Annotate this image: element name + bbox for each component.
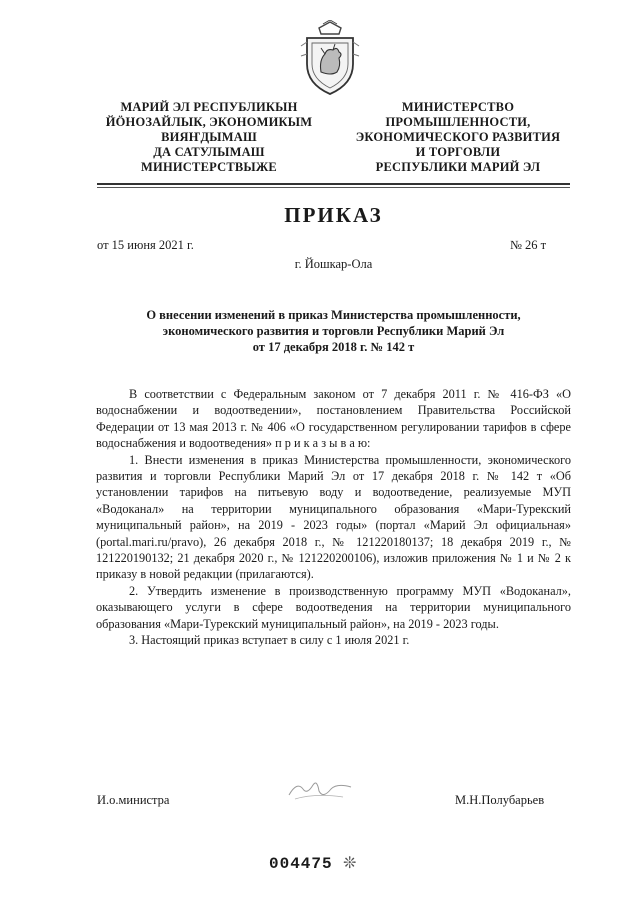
header-right-line: ПРОМЫШЛЕННОСТИ,	[385, 115, 531, 129]
signatory-position: И.о.министра	[97, 793, 170, 807]
document-type-title: ПРИКАЗ	[284, 203, 383, 227]
header-left-line: МИНИСТЕРСТВЫЖЕ	[141, 160, 277, 174]
subject-line: от 17 декабря 2018 г. № 142 т	[252, 340, 415, 354]
header-left-line: ДА САТУЛЫМАШ	[153, 145, 265, 159]
header-divider-thin	[97, 187, 570, 188]
serial-ornament: ❊	[343, 855, 357, 872]
header-left-line: МАРИЙ ЭЛ РЕСПУБЛИКЫН	[120, 100, 298, 114]
document-number: № 26 т	[510, 238, 547, 252]
header-left-line: ЙÖНОЗАЙЛЫК, ЭКОНОМИКЫМ	[105, 115, 313, 129]
document-date: от 15 июня 2021 г.	[97, 238, 194, 252]
subject-line: экономического развития и торговли Республики Марий Эл	[162, 324, 505, 338]
header-right-block	[340, 100, 576, 175]
body-paragraph-preamble: В соответствии с Федеральным законом от 7 декабря 2011 г. № 416-ФЗ «О водоснабжении и водоотведении», постановлением Правительства Российской Федерации от 13 мая 2013 г. № 406 «О государственном регулировании тарифов в сфере водоснабжения и водоотведения» п р и к а з ы в а ю:	[96, 387, 571, 451]
body-paragraph-item-2: 2. Утвердить изменение в производственную программу МУП «Водоканал», оказывающего услуги в сфере водоотведения на территории муниципального образования «Мари-Турекский муниципальный район», на 2019 - 2023 годы.	[96, 583, 571, 631]
body-paragraph-item-1: 1. Внести изменения в приказ Министерства промышленности, экономического развития и торговли Республики Марий Эл от 17 декабря 2018 г. № 142 т «Об установлении тарифов на питьевую воду и водоотведение, реализуемые МУП «Водоканал» на территории муниципального образования «Мари-Турекский муниципальный район», на 2019 - 2023 годы» (портал «Марий Эл официальная» (portal.mari.ru/pravo), 26 декабря 2018 г., № 121220180137; 18 декабря 2019 г., № 121220190132; 21 декабря 2020 г., № 121220200106), изложив приложения № 1 и № 2 к приказу в новой редакции (прилагаются).	[96, 452, 571, 582]
header-right-line: МИНИСТЕРСТВО	[401, 100, 515, 114]
handwritten-signature-icon	[285, 775, 355, 805]
document-city: г. Йошкар-Ола	[294, 257, 373, 271]
header-right-line: И ТОРГОВЛИ	[415, 145, 501, 159]
header-left-block	[100, 100, 318, 175]
coat-of-arms-icon	[299, 20, 361, 96]
header-left-line: ВИЯҤДЫМАШ	[161, 130, 257, 144]
signatory-name: М.Н.Полубарьев	[455, 793, 545, 807]
body-paragraph-item-3: 3. Настоящий приказ вступает в силу с 1 июля 2021 г.	[129, 633, 410, 648]
subject-line: О внесении изменений в приказ Министерства промышленности,	[146, 308, 521, 322]
form-serial-number: 004475	[269, 855, 333, 873]
document-body	[96, 386, 571, 649]
header-divider	[97, 183, 570, 185]
document-subject	[97, 307, 570, 355]
header-right-line: ЭКОНОМИЧЕСКОГО РАЗВИТИЯ	[355, 130, 561, 144]
header-right-line: РЕСПУБЛИКИ МАРИЙ ЭЛ	[375, 160, 541, 174]
